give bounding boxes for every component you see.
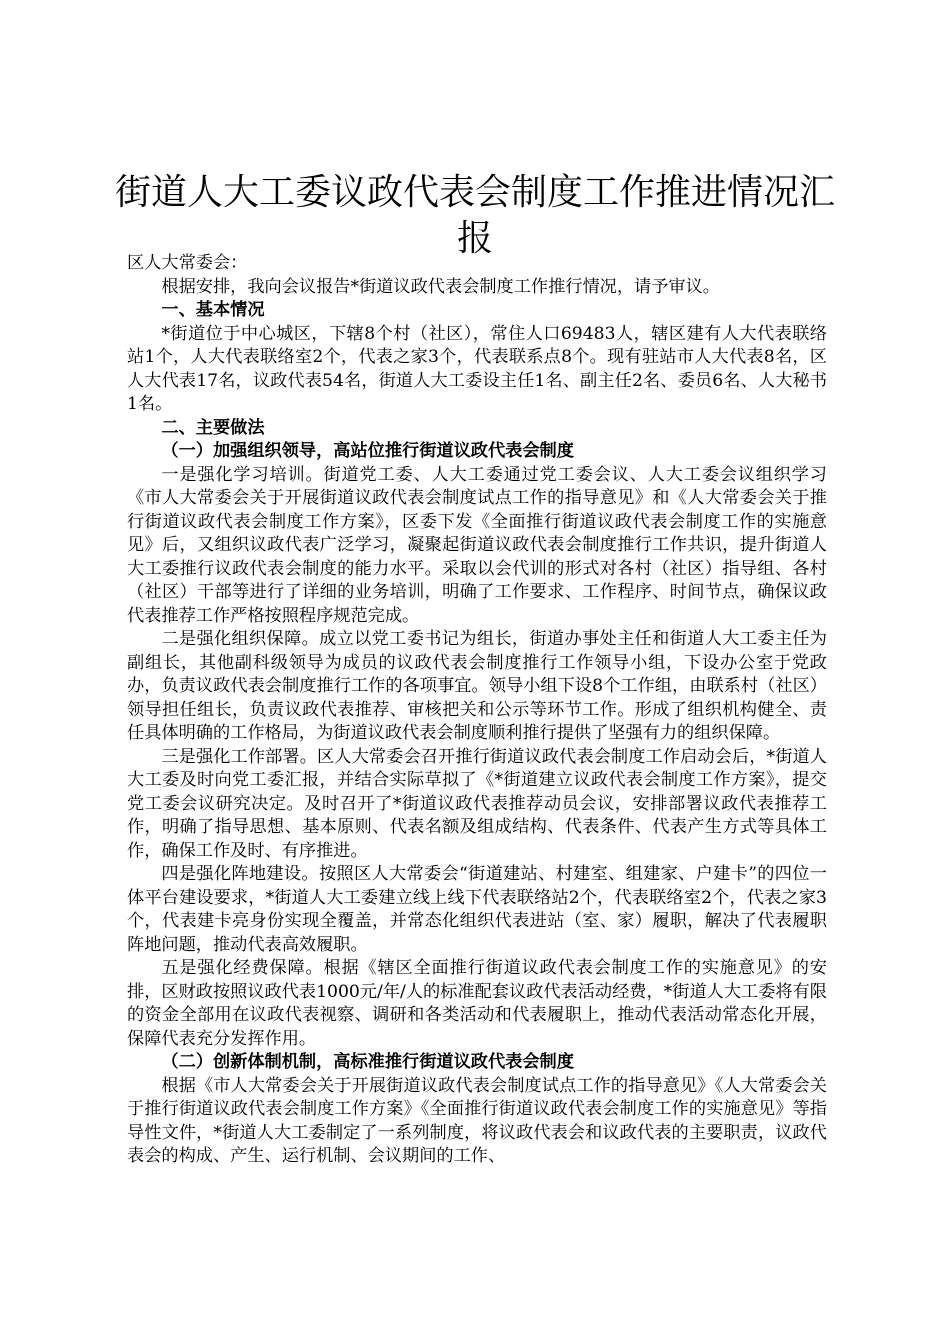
paragraph-study-training: 一是强化学习培训。街道党工委、人大工委通过党工委会议、人大工委会议组织学习《市人大常委会关于开展街道议政代表会制度试点工作的指导意见》和《人大常委会关于推行街道议政代表会制度工作方案》，区委下发《全面推行街道议政代表会制度工作的实施意见》后，又组织议政代表广泛学习，凝聚起街道议政代表会制度推行工作共识，提升街道人大工委推行议政代表会制度的能力水平。采取以会代训的形式对各村（社区）指导组、各村（社区）干部等进行了详细的业务培训，明确了工作要求、工作程序、时间节点，确保议政代表推荐工作严格按照程序规范完成。 <box>127 464 827 626</box>
document-body <box>127 252 827 1169</box>
document-title: 街道人大工委议政代表会制度工作推进情况汇报 <box>115 172 836 259</box>
paragraph-organization-guarantee: 二是强化组织保障。成立以党工委书记为组长，街道办事处主任和街道人大工委主任为副组长，其他副科级领导为成员的议政代表会制度推行工作领导小组，下设办公室于党政办，负责议政代表会制度推行工作的各项事宜。领导小组下设8个工作组，由联系村（社区）领导担任组长，负责议政代表推荐、审核把关和公示等环节工作。形成了组织机构健全、责任具体明确的工作格局，为街道议政代表会制度顺利推行提供了坚强有力的组织保障。 <box>127 629 827 743</box>
paragraph-institutional-innovation: 根据《市人大常委会关于开展街道议政代表会制度试点工作的指导意见》《人大常委会关于推行街道议政代表会制度工作方案》《全面推行街道议政代表会制度工作的实施意见》等指导性文件，*街道人大工委制定了一系列制度，将议政代表会和议政代表的主要职责，议政代表会的构成、产生、运行机制、会议期间的工作、 <box>127 1075 827 1166</box>
paragraph-basic-situation: *街道位于中心城区，下辖8个村（社区），常住人口69483人，辖区建有人大代表联络站1个，人大代表联络室2个，代表之家3个，代表联系点8个。现有驻站市人大代表8名，区人大代表17名，议政代表54名，街道人大工委设主任1名、副主任2名、委员6名、人大秘书1名。 <box>127 323 827 414</box>
section-heading-main-practices: 二、主要做法 <box>161 417 265 438</box>
intro-paragraph: 根据安排，我向会议报告*街道议政代表会制度工作推行情况，请予审议。 <box>161 276 720 297</box>
subheading-institutional-innovation: （二）创新体制机制，高标准推行街道议政代表会制度 <box>161 1052 574 1072</box>
paragraph-work-deployment: 三是强化工作部署。区人大常委会召开推行街道议政代表会制度工作启动会后，*街道人大工委及时向党工委汇报，并结合实际草拟了《*街道建立议政代表会制度工作方案》，提交党工委会议研究决定。及时召开了*街道议政代表推荐动员会议，安排部署议政代表推荐工作，明确了指导思想、基本原则、代表名额及组成结构、代表条件、代表产生方式等具体工作，确保工作及时、有序推进。 <box>127 746 827 861</box>
section-heading-basic-situation: 一、基本情况 <box>161 300 265 320</box>
paragraph-position-building: 四是强化阵地建设。按照区人大常委会“街道建站、村建室、组建家、户建卡”的四位一体平台建设要求，*街道人大工委建立线上线下代表联络站2个，代表联络室2个，代表之家3个，代表建卡亮身份实现全覆盖，并常态化组织代表进站（室、家）履职，解决了代表履职阵地问题，推动代表高效履职。 <box>127 864 827 955</box>
paragraph-funding-guarantee: 五是强化经费保障。根据《辖区全面推行街道议政代表会制度工作的实施意见》的安排，区财政按照议政代表1000元/年/人的标准配套议政代表活动经费，*街道人大工委将有限的资金全部用在议政代表视察、调研和各类活动和代表履职上，推动代表活动常态化开展，保障代表充分发挥作用。 <box>127 958 827 1049</box>
salutation: 区人大常委会： <box>127 253 248 273</box>
subheading-organization-leadership: （一）加强组织领导，高站位推行街道议政代表会制度 <box>161 441 574 461</box>
